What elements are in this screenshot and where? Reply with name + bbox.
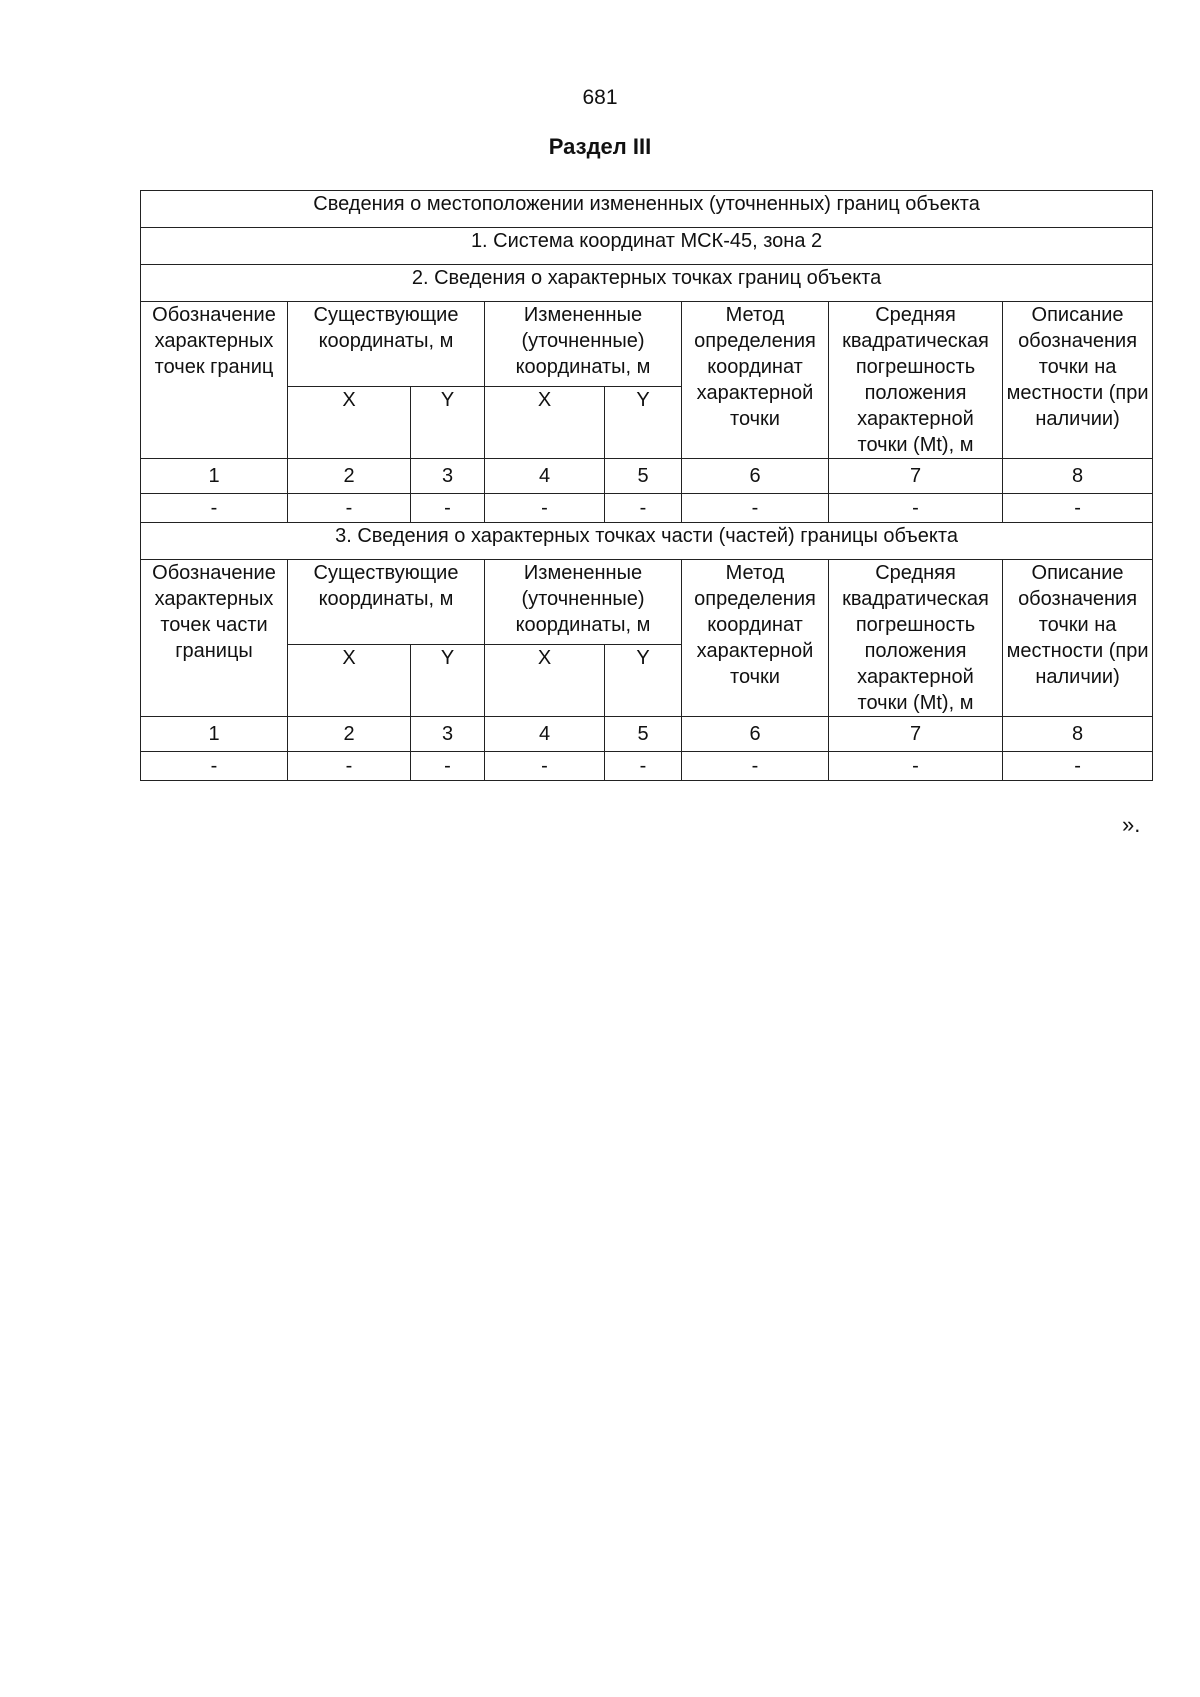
s2-data-row xyxy=(141,494,1153,523)
s3-colnum: 1 xyxy=(141,717,288,752)
s2-col-point-designation: Обозначение характерных точек границ xyxy=(141,302,288,459)
s2-col-mean-error: Средняя квадратическая погрешность положения характерной точки (Mt), м xyxy=(829,302,1003,459)
s3-cell: - xyxy=(485,752,605,781)
s2-col-description: Описание обозначения точки на местности (при наличии) xyxy=(1003,302,1153,459)
s3-colnum: 6 xyxy=(682,717,829,752)
s2-cell: - xyxy=(485,494,605,523)
s3-existing-y: Y xyxy=(411,644,485,716)
s2-col-method: Метод определения координат характерной точки xyxy=(682,302,829,459)
s2-cell: - xyxy=(141,494,288,523)
s3-col-mean-error: Средняя квадратическая погрешность положения характерной точки (Mt), м xyxy=(829,560,1003,717)
section3-title: 3. Сведения о характерных точках части (частей) границы объекта xyxy=(141,523,1153,560)
s3-existing-x: X xyxy=(288,644,411,716)
s3-col-method: Метод определения координат характерной точки xyxy=(682,560,829,717)
s2-colnum: 7 xyxy=(829,459,1003,494)
s2-column-numbers-row xyxy=(141,459,1153,494)
s3-cell: - xyxy=(605,752,682,781)
s3-colnum: 8 xyxy=(1003,717,1153,752)
s3-changed-y: Y xyxy=(605,644,682,716)
s3-colnum: 5 xyxy=(605,717,682,752)
section2-title: 2. Сведения о характерных точках границ объекта xyxy=(141,265,1153,302)
s2-cell: - xyxy=(605,494,682,523)
s2-cell: - xyxy=(411,494,485,523)
s2-colnum: 4 xyxy=(485,459,605,494)
s2-changed-y: Y xyxy=(605,386,682,458)
s3-colnum: 7 xyxy=(829,717,1003,752)
s2-cell: - xyxy=(288,494,411,523)
s2-colnum: 8 xyxy=(1003,459,1153,494)
s2-changed-x: X xyxy=(485,386,605,458)
s3-col-changed-coords: Измененные (уточненные) координаты, м xyxy=(485,560,682,645)
s3-cell: - xyxy=(1003,752,1153,781)
s2-existing-y: Y xyxy=(411,386,485,458)
s2-existing-x: X xyxy=(288,386,411,458)
coord-system: 1. Система координат МСК-45, зона 2 xyxy=(141,228,1153,265)
s2-col-existing-coords: Существующие координаты, м xyxy=(288,302,485,387)
page-number: 681 xyxy=(582,86,618,109)
s3-changed-x: X xyxy=(485,644,605,716)
s2-cell: - xyxy=(829,494,1003,523)
s2-colnum: 6 xyxy=(682,459,829,494)
s3-data-row xyxy=(141,752,1153,781)
s3-cell: - xyxy=(682,752,829,781)
s3-cell: - xyxy=(411,752,485,781)
s3-col-existing-coords: Существующие координаты, м xyxy=(288,560,485,645)
s3-column-numbers-row xyxy=(141,717,1153,752)
s2-cell: - xyxy=(1003,494,1153,523)
table-title: Сведения о местоположении измененных (уточненных) границ объекта xyxy=(141,191,1153,228)
s2-col-changed-coords: Измененные (уточненные) координаты, м xyxy=(485,302,682,387)
s2-colnum: 1 xyxy=(141,459,288,494)
boundary-table xyxy=(140,190,1153,781)
closing-quote-mark: ». xyxy=(1122,812,1141,837)
s2-colnum: 3 xyxy=(411,459,485,494)
s2-cell: - xyxy=(682,494,829,523)
s2-colnum: 2 xyxy=(288,459,411,494)
s3-cell: - xyxy=(288,752,411,781)
s3-col-description: Описание обозначения точки на местности (при наличии) xyxy=(1003,560,1153,717)
s2-colnum: 5 xyxy=(605,459,682,494)
s3-colnum: 3 xyxy=(411,717,485,752)
s3-colnum: 4 xyxy=(485,717,605,752)
section-title: Раздел III xyxy=(548,134,652,159)
s3-colnum: 2 xyxy=(288,717,411,752)
s3-cell: - xyxy=(141,752,288,781)
s3-cell: - xyxy=(829,752,1003,781)
s3-col-point-designation: Обозначение характерных точек части границы xyxy=(141,560,288,717)
